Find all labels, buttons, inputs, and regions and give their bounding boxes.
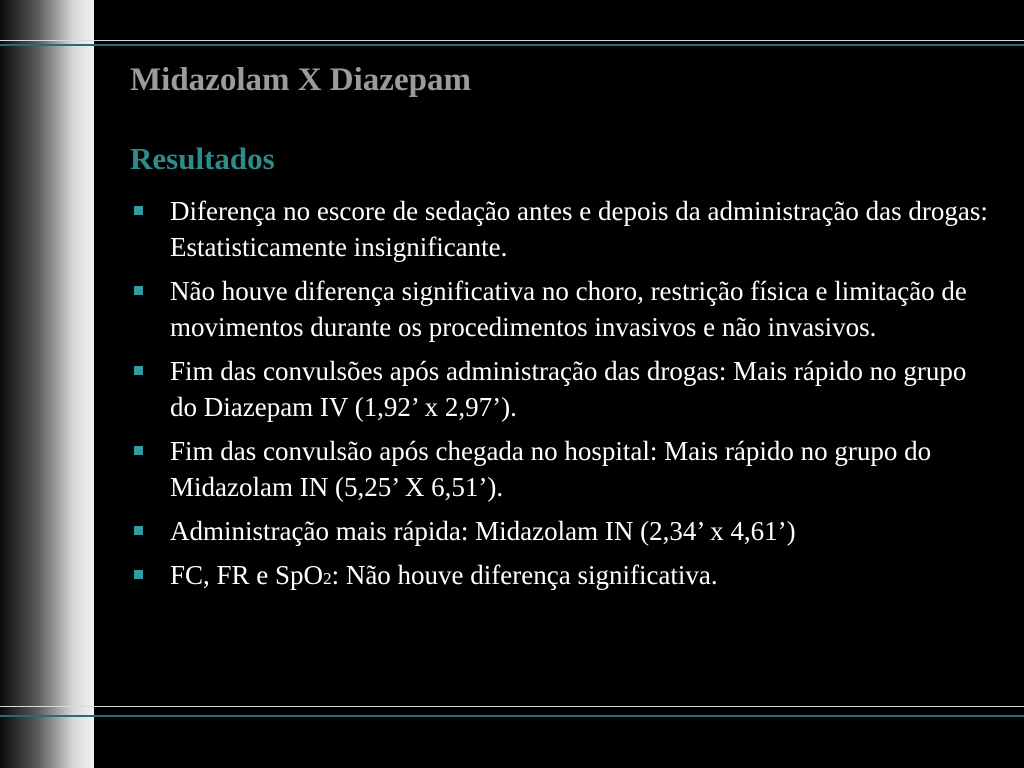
square-bullet-icon [134, 286, 143, 295]
bullet-text: Não houve diferença significativa no choro, restrição física e limitação de movimentos durante os procedimentos invasivos e não invasivos. [170, 276, 967, 342]
bullet-item [130, 433, 990, 505]
slide-subtitle: Resultados [130, 141, 275, 176]
bullet-text: Fim das convulsões após administração das drogas: Mais rápido no grupo do Diazepam IV (1,92’ x 2,97’). [170, 356, 967, 422]
bullet-text-vitals [170, 560, 718, 590]
vitals-suffix: : Não houve diferença significativa. [331, 560, 718, 590]
bottom-rule-white [0, 706, 1024, 707]
bullet-item [130, 273, 990, 345]
vitals-prefix: FC, FR e SpO [170, 560, 324, 590]
top-rule-white [0, 40, 1024, 41]
side-gradient-bar [0, 0, 94, 768]
bullet-item [130, 513, 990, 549]
bullet-item [130, 353, 990, 425]
bullet-text: Diferença no escore de sedação antes e depois da administração das drogas: Estatisticamente insignificante. [170, 196, 988, 262]
bullet-item [130, 557, 990, 597]
square-bullet-icon [134, 446, 143, 455]
top-rule-teal [0, 44, 1024, 46]
bullet-text: Fim das convulsão após chegada no hospital: Mais rápido no grupo do Midazolam IN (5,25’ X 6,51’). [170, 436, 932, 502]
square-bullet-icon [134, 526, 143, 535]
bottom-rule-teal [0, 715, 1024, 717]
square-bullet-icon [134, 206, 143, 215]
square-bullet-icon [134, 570, 143, 579]
bullet-text: Administração mais rápida: Midazolam IN (2,34’ x 4,61’) [170, 516, 796, 546]
bullet-item [130, 193, 990, 265]
vitals-subscript: 2 [323, 569, 332, 588]
slide-title: Midazolam X Diazepam [130, 62, 471, 98]
bullet-list [130, 193, 990, 605]
square-bullet-icon [134, 366, 143, 375]
